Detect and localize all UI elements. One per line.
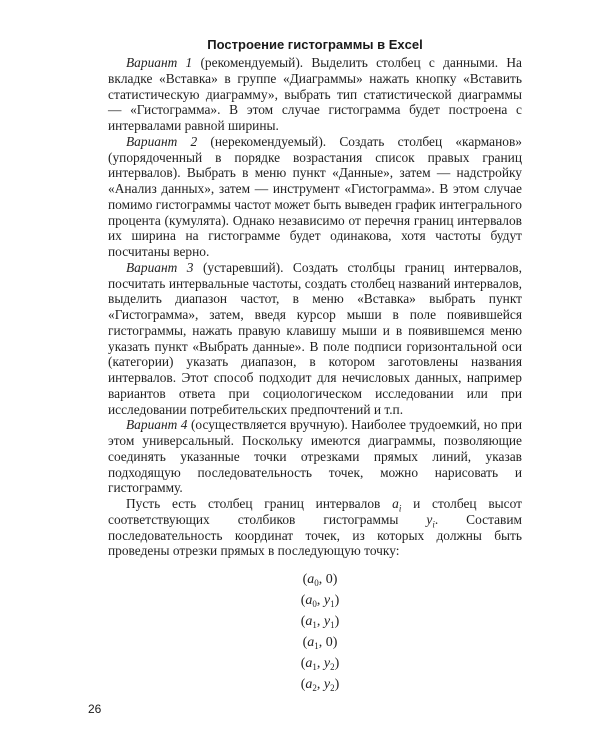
paragraph-text: . Составим последовательность координат точек, из которых должны быть проведены отрезки прямых в последующую точку: bbox=[108, 511, 522, 559]
math-sub-i: i bbox=[432, 519, 435, 530]
math-subscript: 2 bbox=[330, 662, 335, 672]
intro-paragraph bbox=[108, 496, 522, 559]
coordinate-point: ($a_1$, $y_1$) bbox=[300, 614, 340, 630]
coordinate-list bbox=[250, 569, 390, 695]
variant-text: (осуществляется вручную). Наиболее трудоемкий, но при этом универсальный. Поскольку имеются диаграммы, позволяющие соединять указанные точки отрезками прямых линий, указав подходящую последовательность точек, можно нарисовать и гистограмму. bbox=[108, 417, 522, 496]
math-sub-i: i bbox=[398, 503, 402, 514]
math-subscript: 1 bbox=[330, 620, 335, 630]
math-subscript: 1 bbox=[312, 620, 317, 630]
coordinate-point: ($a_0$, 0) bbox=[302, 572, 338, 588]
math-subscript: 1 bbox=[314, 641, 319, 651]
coordinate-point: ($a_2$, $y_2$) bbox=[300, 677, 340, 693]
coordinate-point: ($a_1$, 0) bbox=[302, 635, 338, 651]
math-var: a bbox=[305, 593, 313, 608]
variant-label: Вариант 1 bbox=[126, 55, 193, 70]
variant-label: Вариант 2 bbox=[126, 133, 198, 149]
math-value: 0 bbox=[325, 572, 333, 587]
math-var-a: a bbox=[392, 496, 399, 511]
math-var-y: y bbox=[426, 511, 433, 527]
variant-4-paragraph bbox=[108, 417, 522, 496]
math-var: y bbox=[323, 677, 331, 692]
variant-text: (устаревший). Создать столбцы границ интервалов, посчитать интервальные частоты, создать столбец названий интервалов, выделить диапазон частот, в меню «Вставка» выбрать пункт «Гистограмма», затем, введя курсор мыши в поле появившейся гистограммы, нажать правую клавишу мыши и в появившемся меню указать пункт «Выбрать данные». В поле подписи горизонтальной оси (категории) указать диапазон, в котором заготовлены названия интервалов. Этот способ подходит для нечисловых данных, например вариантов ответа при социологическом исследовании или при исследовании потребительских предпочтений и т.п. bbox=[108, 259, 522, 417]
math-subscript: 2 bbox=[312, 683, 317, 693]
variant-3-paragraph bbox=[108, 260, 522, 418]
variant-label: Вариант 4 bbox=[126, 417, 188, 433]
math-var: a bbox=[305, 677, 313, 692]
page-number: 26 bbox=[88, 702, 102, 716]
math-var: a bbox=[305, 656, 313, 671]
paragraph-text: Пусть есть столбец границ интервалов bbox=[126, 496, 393, 511]
paragraph-text: и столбец высот соответствующих столбиков гистограммы bbox=[108, 496, 522, 527]
math-var: y bbox=[323, 614, 331, 629]
math-subscript: 1 bbox=[330, 599, 335, 609]
section-title: Построение гистограммы в Excel bbox=[207, 37, 423, 52]
variant-label: Вариант 3 bbox=[126, 259, 194, 275]
math-var: a bbox=[305, 614, 313, 629]
math-subscript: 0 bbox=[312, 599, 317, 609]
body-text bbox=[108, 55, 522, 559]
math-subscript: 0 bbox=[314, 578, 319, 588]
variant-text: (рекомендуемый). Выделить столбец с данными. На вкладке «Вставка» в группе «Диаграммы» нажать кнопку «Вставить статистическую диаграмму», выбрать тип статистической диаграммы — «Гистограмма». В этом случае гистограмма будет построена с интервалами равной ширины. bbox=[108, 55, 523, 133]
math-value: 0 bbox=[325, 635, 333, 650]
variant-2-paragraph bbox=[108, 134, 522, 260]
math-subscript: 1 bbox=[312, 662, 317, 672]
math-var: a bbox=[307, 635, 315, 650]
math-var: a bbox=[307, 572, 315, 587]
math-var: y bbox=[323, 656, 331, 671]
coordinate-point: ($a_0$, $y_1$) bbox=[300, 593, 340, 609]
math-subscript: 2 bbox=[330, 683, 335, 693]
variant-text: (нерекомендуемый). Создать столбец «карманов» (упорядоченный в порядке возрастания список правых границ интервалов). Выбрать в меню пункт «Данные», затем — надстройку «Анализ данных», затем — инструмент «Гистограмма». В этом случае помимо гистограммы частот может быть выведен график интегрального процента (кумулята). Однако независимо от перечня границ интервалов их ширина на гистограмме будет одинакова, хотя частоты будут посчитаны верно. bbox=[108, 133, 522, 259]
math-var: y bbox=[323, 593, 331, 608]
variant-1-paragraph bbox=[108, 55, 522, 134]
coordinate-point: ($a_1$, $y_2$) bbox=[300, 656, 340, 672]
